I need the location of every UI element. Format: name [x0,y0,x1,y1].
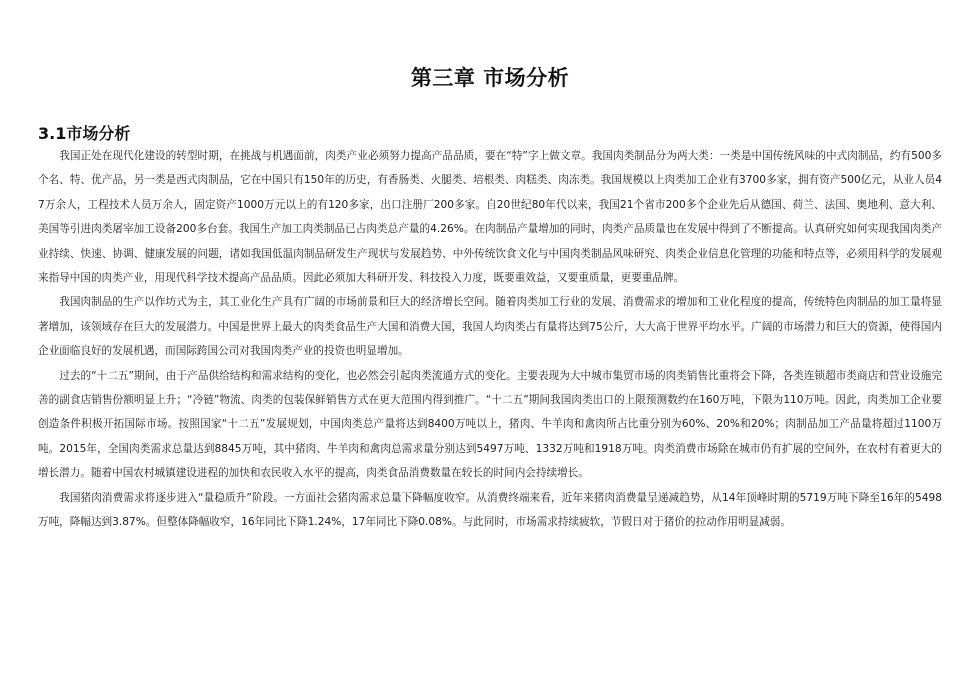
paragraph-pork-consumption: 我国猪肉消费需求将逐步进入“量稳质升”阶段。一方面社会猪肉需求总量下降幅度收窄。从消费终端来看，近年来猪肉消费量呈递减趋势，从14年顶峰时期的5719万吨下降至16年的5498万吨，降幅达到3.87%。但整体降幅收窄，16年同比下降1.24%，17年同比下降0.08%。与此同时，市场需求持续疲软，节假日对于猪价的拉动作用明显减弱。 [38,491,942,529]
paragraph-meat-products-overview: 我国正处在现代化建设的转型时期，在挑战与机遇面前，肉类产业必须努力提高产品品质，要在“特”字上做文章。我国肉类制品分为两大类：一类是中国传统风味的中式肉制品，约有500多个名、特、优产品，另一类是西式肉制品，它在中国只有150年的历史，有香肠类、火腿类、培根类、肉糕类、肉冻类。我国规模以上肉类加工企业有3700多家，拥有资产500亿元，从业人员47万余人，工程技术人员万余人，固定资产1000万元以上的有120多家，出口注册厂200多家。自20世纪80年代以来，我国21个省市200多个企业先后从德国、荷兰、法国、奥地利、意大利、美国等引进肉类屠宰加工设备200多台套。我国生产加工肉类制品已占肉类总产量的4.26%。在肉制品产量增加的同时，肉类产品质量也在发展中得到了不断提高。认真研究如何实现我国肉类产业持续、快速、协调、健康发展的问题，诸如我国低温肉制品研发生产现状与发展趋势、中外传统饮食文化与中国肉类制品风味研究、肉类企业信息化管理的功能和特点等，必须用科学的发展观来指导中国的肉类产业，用现代科学技术提高产品品质。因此必须加大科研开发、科技投入力度，既要重效益，又要重质量，更要重品牌。 [38,150,942,285]
paragraph-twelfth-five-year-plan: 过去的“十二五”期间，由于产品供给结构和需求结构的变化，也必然会引起肉类流通方式的变化。主要表现为大中城市集贸市场的肉类销售比重将会下降，各类连锁超市类商店和营业设施完善的副食店销售份额明显上升；“冷链”物流、肉类的包装保鲜销售方式在更大范围内得到推广。“十二五”期间我国肉类出口的上限预测数约在160万吨，下限为110万吨。因此，肉类加工企业要创造条件积极开拓国际市场。按照国家“十二五”发展规划，中国肉类总产量将达到8400万吨以上，猪肉、牛羊肉和禽肉所占比重分别为60%、20%和20%；肉制品加工产品量将超过1100万吨。2015年，全国肉类需求总量达到8845万吨，其中猪肉、牛羊肉和禽肉总需求量分别达到5497万吨、1332万吨和1918万吨。肉类消费市场除在城市仍有扩展的空间外，在农村有着更大的增长潜力。随着中国农村城镇建设进程的加快和农民收入水平的提高，肉类食品消费数量在较长的时间内会持续增长。 [38,369,942,480]
section-body [38,144,942,535]
chapter-title: 第三章 市场分析 [410,66,570,90]
section-heading: 3.1市场分析 [38,124,131,143]
paragraph-industrial-production: 我国肉制品的生产以作坊式为主，其工业化生产具有广阔的市场前景和巨大的经济增长空间。随着肉类加工行业的发展、消费需求的增加和工业化程度的提高，传统特色肉制品的加工量将显著增加，该领域存在巨大的发展潜力。中国是世界上最大的肉类食品生产大国和消费大国，我国人均肉类占有量将达到75公斤，大大高于世界平均水平。广阔的市场潜力和巨大的资源，使得国内企业面临良好的发展机遇，而国际跨国公司对我国肉类产业的投资也明显增加。 [38,296,942,358]
